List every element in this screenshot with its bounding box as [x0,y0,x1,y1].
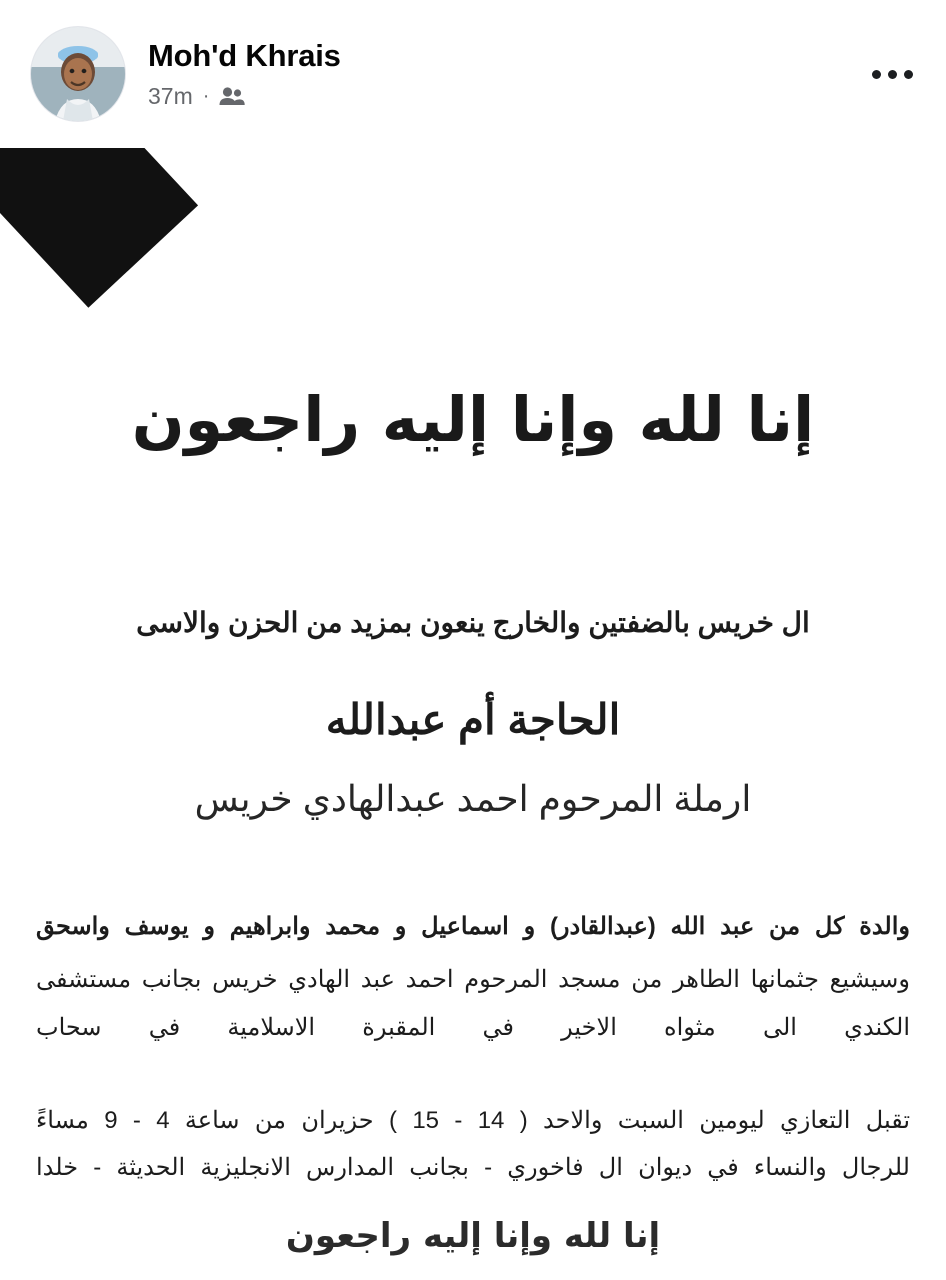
author-block [148,38,864,110]
body-spacer [36,1052,910,1098]
avatar[interactable] [30,26,126,122]
mourning-ribbon [0,148,198,308]
basmala-bottom-text: إنا لله وإنا إليه راجعون [285,1216,661,1256]
post-timestamp[interactable]: 37m [148,82,193,109]
more-dot [872,70,881,79]
funeral-text: وسيشيع جثمانها الطاهر من مسجد المرحوم احمد عبد الهادي خريس بجانب مستشفى الكندي الى مثواه الاخير في المقبرة الاسلامية في سحاب [36,966,910,1042]
profile-photo [31,27,125,121]
condolences-line-2: للرجال والنساء في ديوان ال فاخوري - بجانب المدارس الانجليزية الحديثة - خلدا [36,1154,910,1182]
card-intro-text: ال خريس بالضفتين والخارج ينعون بمزيد من الحزن والاسى [136,607,810,638]
friends-icon[interactable] [219,86,245,106]
basmala-top-text: إنا لله وإنا إليه راجعون [131,383,815,456]
condolence-card-image[interactable] [0,148,946,1280]
card-headings [40,578,906,820]
condolences-line-1: تقبل التعازي ليومين السبت والاحد ( 14 - 15 ) حزيران من ساعة 4 - 9 مساءً [36,1107,911,1135]
post-header [0,0,946,148]
deceased-name: الحاجة أم عبدالله [325,696,621,743]
relations-text: والدة كل من عبد الله (عبدالقادر) و اسماعيل و محمد وابراهيم و يوسف واسحق [36,913,910,940]
deceased-subtitle: ارملة المرحوم احمد عبدالهادي خريس [194,778,752,819]
more-options-icon[interactable] [864,54,920,94]
meta-separator: · [202,85,210,108]
author-name[interactable]: Moh'd Khrais [148,38,341,74]
more-dot [904,70,913,79]
post-meta [148,83,864,110]
more-dot [888,70,897,79]
card-body [36,908,910,1192]
